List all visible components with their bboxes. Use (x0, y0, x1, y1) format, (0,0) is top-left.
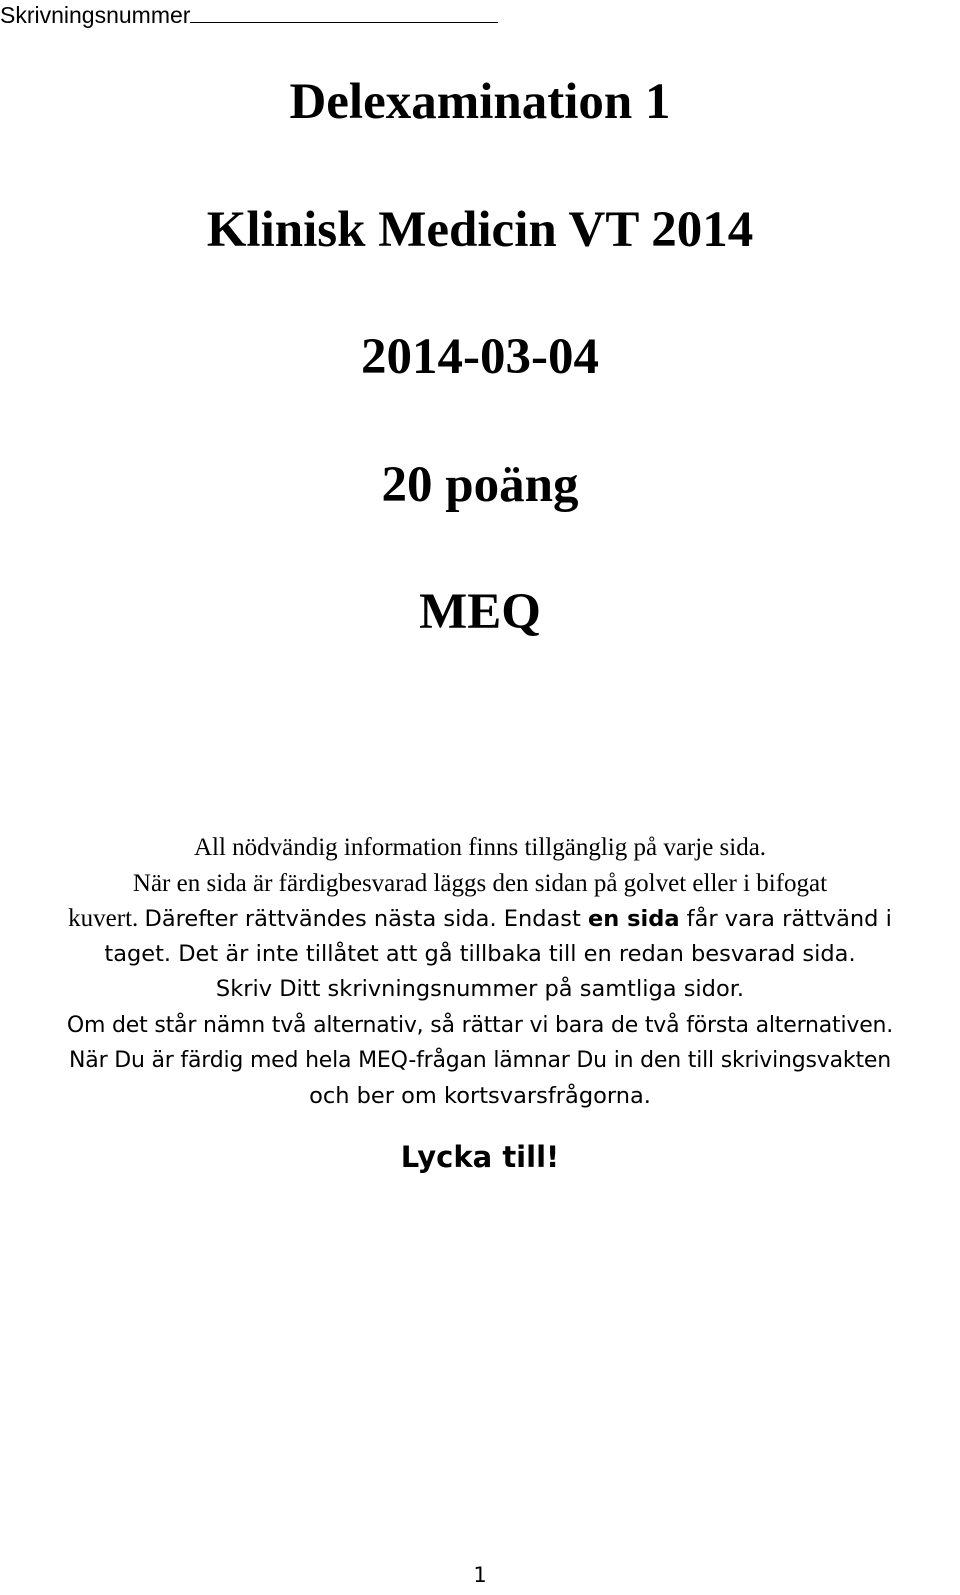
instruction-line: Skriv Ditt skrivningsnummer på samtliga sidor. (215, 976, 745, 1002)
closing-greeting: Lycka till! (400, 1140, 560, 1174)
instruction-fragment: får vara rättvänd i (679, 906, 892, 932)
course-title: Klinisk Medicin VT 2014 (206, 202, 754, 258)
instruction-line: taget. Det är inte tillåtet att gå tillbaka till en redan besvarad sida. (104, 940, 856, 967)
exam-number-field (0, 0, 498, 29)
exam-date: 2014-03-04 (361, 329, 599, 385)
exam-points: 20 poäng (381, 457, 579, 513)
instruction-line: När Du är färdig med hela MEQ-frågan lämnar Du in den till skrivingsvakten (69, 1048, 891, 1073)
instruction-line: All nödvändig information finns tillgänglig på varje sida. (193, 834, 767, 861)
instruction-fragment: kuvert. (68, 905, 145, 932)
instruction-line: och ber om kortsvarsfrågorna. (309, 1082, 651, 1109)
instruction-line: Om det står nämn två alternativ, så rättar vi bara de två första alternativen. (66, 1012, 894, 1038)
exam-number-blank-line (190, 0, 498, 23)
instruction-fragment: Därefter rättvändes nästa sida. Endast (144, 906, 589, 932)
exam-type: MEQ (419, 584, 541, 640)
instruction-line: När en sida är färdigbesvarad läggs den sidan på golvet eller i bifogat (132, 869, 828, 897)
instruction-line (0, 901, 960, 937)
exam-number-label: Skrivningsnummer (0, 2, 191, 28)
instructions-block (0, 830, 960, 1114)
exam-title: Delexamination 1 (289, 74, 671, 130)
page-number: 1 (473, 1563, 487, 1587)
instruction-emphasis: en sida (588, 906, 680, 932)
